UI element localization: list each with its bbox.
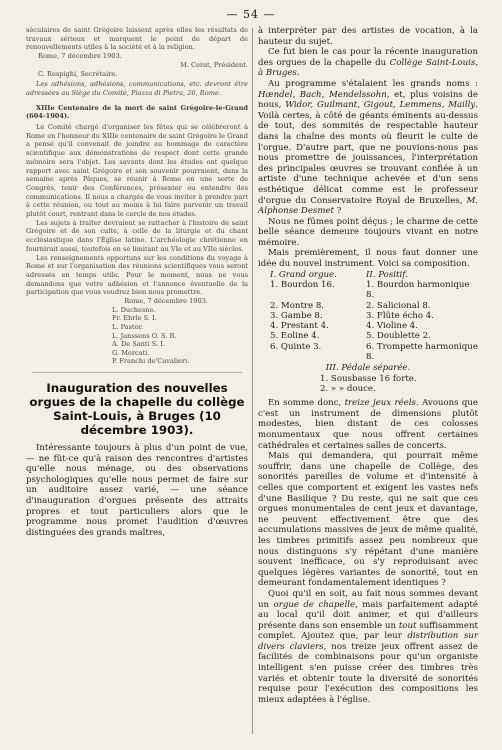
signature: P. Franchi de'Cavalieri. — [112, 357, 190, 366]
spec-row: 3. Gambe 8. 3. Flûte écho 4. — [270, 310, 434, 321]
section-rule — [32, 372, 242, 373]
signature-secretary: C. Respighi, Secrétaire. — [38, 69, 118, 78]
spec-row: 6. Quinte 3. 6. Trompette harmonique 8. — [270, 341, 478, 363]
signature: L. Janssens O. S. B. — [112, 331, 177, 340]
organ-specification — [258, 270, 478, 395]
article-body — [26, 443, 248, 538]
grand-orgue-heading: I. Grand orgue. — [270, 269, 337, 280]
notice-date: Rome, 7 décembre 1903. — [124, 297, 208, 306]
spec-row: 1. Sousbasse 16 forte. — [320, 373, 417, 384]
article-title: Inauguration des nouvelles orgues de la chapelle du collège Saint-Louis, à Bruges (10 décembre 1903). — [29, 380, 245, 437]
article-paragraph: Intéressante toujours à plus d'un point de vue, — ne fût-ce qu'à raison des rencontres d'artistes qu'elle nous ménage, ou des observations psychologiques qu'elle nous permet de faire sur un auditoire assez varié, — une séance d'inauguration d'orgues présente des attraits propres et tout particuliers alors que le programme nous promet l'audition d'œuvres distinguées des grands maîtres, — [26, 442, 248, 538]
column-divider — [252, 28, 253, 734]
notice-paragraph: Le Comité chargé d'organiser les fêtes qui se célébreront à Rome en l'honneur du XIIIe centenaire de saint Grégoire le Grand a pensé qu'il convenait de joindre au hommage de caractère scientifique aux démonstrations de respect dont cette grande mémoire sera l'objet. Les savants dont les études ont quelque rapport avec saint Grégoire et son souvenir pourraient, dans la semaine après Pâques, se réunir à Rome en une sorte de Congrès, tenir des Conférences, présenter ou entendre des communications. Il nous a chargés de vous inviter à prendre part à cette réunion, ou tout au moins à lui faire parvenir un travail plutôt court, rentrant dans le cercle de nos études. — [26, 123, 248, 219]
intro-text: séculaires de saint Grégoire laissent après elles les résultats de travaux sérieux et marquent le point de départ de renouvellements utiles à la société et à la religion. — [26, 26, 248, 52]
signature: G. Mercati. — [112, 348, 150, 357]
signature-list — [112, 306, 248, 366]
article-paragraph: Quoi qu'il en soit, au fait nous sommes devant un orgue de chapelle, mais parfaitement adapté au local qu'il doit animer, et qui d'ailleurs présente dans son ensemble un tout suffisamment complet. Ajoutez que, par leur distribution sur divers claviers, nos treize jeux offrent assez de facilités de combinaisons pour qu'un organiste intelligent s'en puisse créer des timbres très variés et obtenir toute la diversité de sonorités requise pour l'exécution des compositions les mieux adaptées à l'église. — [258, 588, 479, 705]
spec-row: 2. Montre 8. 2. Salicional 8. — [270, 300, 431, 311]
right-column — [258, 26, 478, 705]
section-heading: XIIIe Centenaire de la mort de saint Grégoire-le-Grand (604-1904). — [26, 103, 248, 121]
left-column — [26, 26, 248, 538]
article-paragraph: Ce fut bien le cas pour la récente inauguration des orgues de la chapelle du Collège Saint-Louis, à Bruges. — [258, 47, 479, 79]
signature: L. Duchesne. — [112, 305, 156, 314]
pedale-heading: III. Pédale séparée. — [325, 363, 411, 374]
article-paragraph: à interpréter par des artistes de vocation, à la hauteur du sujet. — [258, 26, 478, 47]
notice-note: Les adhésions, adhésions, communications, etc. devront être adressées au Siège du Comité, Piazza di Pietra, 26, Rome. — [26, 80, 248, 97]
notice-date: Rome, 7 décembre 1903. — [38, 52, 122, 61]
notice-section — [26, 26, 248, 366]
spec-row: 5. Eoline 4. 5. Doublette 2. — [270, 331, 431, 342]
spec-row: 2. » » douce. — [320, 383, 376, 394]
signature: L. Pastor. — [112, 322, 144, 331]
notice-paragraph: Les sujets à traiter devraient se rattacher à l'histoire de saint Grégoire et de son culte, à celle de la liturgie et du chant ecclésiastique dans l'Église latine. L'archéologie chrétienne en fournirait aussi, toutefois en se limitant au VIe et au VIIe siècles. — [26, 218, 248, 253]
notice-paragraph: Les renseignements opportuns sur les conditions du voyage à Rome et sur l'organisation des réunions scientifiques vous seront adressés en temps utile. Pour le moment, nous ne vous demandons que votre adhésion et l'annonce éventuelle de la participation que vous voudrez bien nous promettre. — [26, 253, 248, 297]
spec-row: 1. Bourdon 16. 1. Bourdon harmonique 8. — [270, 279, 470, 301]
positif-heading: II. Positif. — [366, 269, 408, 280]
page-number: — 54 — — [226, 8, 276, 21]
signature: Fr. Ehrle S. I. — [112, 314, 157, 323]
article-paragraph: Mais premièrement, il nous faut donner une idée du nouvel instrument. Voici sa composition. — [258, 248, 478, 270]
spec-header — [258, 270, 478, 280]
signature-president: M. Cerat, Président. — [180, 60, 248, 69]
article-paragraph: Mais qui demandera, qui pourrait même souffrir, dans une chapelle de Collège, des sonorités pareilles de volume et d'intensité à celles que comportent et exigent les vastes nefs d'une Basilique ? Du reste, qui ne sait que ces orgues monumentales de cent jeux et davantage, ne peuvent effectivement être que des accumulations massives de jeux de même qualité, les timbres primitifs assez peu nombreux que nous distinguons s'y répétant d'une manière souvent inefficace, ou s'y reproduisant avec quelques légères variantes de sonorité, tout en demeurant fondamentalement identiques ? — [258, 451, 478, 589]
signature: A. De Santi S. I. — [112, 340, 165, 349]
article-paragraph: Au programme s'étalaient les grands noms : Hændel, Bach, Mendelssohn, et, plus voisins de nous, Widor, Guilmant, Gigout, Lemmens, Mailly. Voilà certes, à côté de géants éminents au-dessus de tout, des sommités de respectable hauteur dans la chaîne des monts où fleurit le culte de l'orgue. D'autre part, que ne pouvions-nous pas nous promettre de jouissances, l'interprétation des principales œuvres se trouvant confiée à un artiste d'une technique achevée et d'un sens esthétique délicat comme est le professeur d'orgue du Conservatoire Royal de Bruxelles, M. Alphonse Desmet ? — [258, 78, 479, 217]
article-paragraph: Nous ne fûmes point déçus ; le charme de cette belle séance demeure toujours vivant en notre mémoire. — [258, 216, 478, 248]
spec-row: 4. Prestant 4. 4. Violine 4. — [270, 321, 418, 332]
article-paragraph: En somme donc, treize jeux réels. Avouons que c'est un instrument de dimensions plutôt modestes, bien distant de ces colosses monumentaux que nous offrent certaines cathédrales et certaines salles de concerts. — [258, 398, 478, 451]
